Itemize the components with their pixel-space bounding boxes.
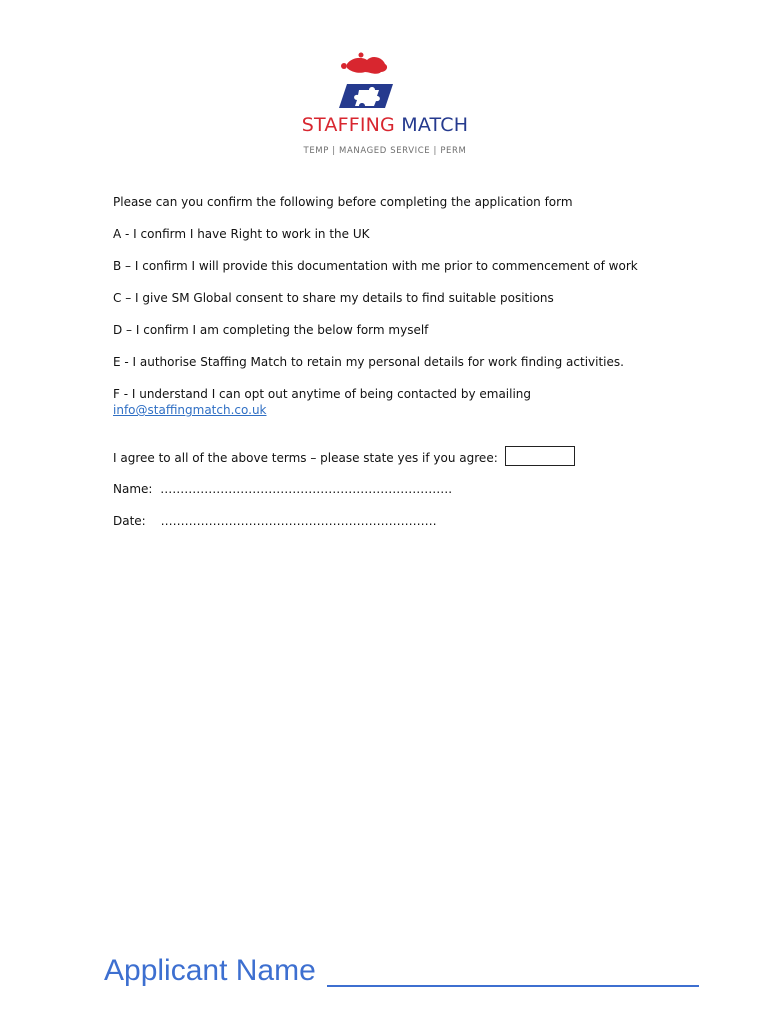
item-b: B – I confirm I will provide this documentation with me prior to commencement of work <box>113 259 638 273</box>
puzzle-logo-icon <box>335 50 399 112</box>
item-f-text: F - I understand I can opt out anytime of being contacted by emailing <box>113 387 532 401</box>
item-e: E - I authorise Staffing Match to retain my personal details for work finding activities. <box>113 355 624 369</box>
name-row <box>113 481 452 497</box>
item-f <box>113 386 713 418</box>
agree-label: I agree to all of the above terms – please state yes if you agree: <box>113 451 498 465</box>
name-label: Name: <box>113 482 153 496</box>
item-c: C – I give SM Global consent to share my details to find suitable positions <box>113 291 554 305</box>
agree-input[interactable] <box>505 446 575 466</box>
date-field-dots[interactable]: …………………………………………………………… <box>160 514 437 528</box>
staffing-match-logo <box>0 50 770 160</box>
logo-word-match: MATCH <box>401 114 469 136</box>
logo-word-staffing: STAFFING <box>301 114 395 136</box>
confirmation-list <box>113 194 713 434</box>
applicant-name-label: Applicant Name <box>104 954 316 987</box>
date-label: Date: <box>113 514 146 528</box>
date-row <box>113 513 437 529</box>
item-d: D – I confirm I am completing the below form myself <box>113 323 429 337</box>
logo-tagline: TEMP | MANAGED SERVICE | PERM <box>303 146 467 156</box>
applicant-name-line[interactable] <box>327 985 699 987</box>
intro-text: Please can you confirm the following before completing the application form <box>113 195 573 209</box>
name-field-dots[interactable]: ………………………………………………………………. <box>160 482 453 496</box>
logo-wordmark <box>0 114 770 136</box>
email-link[interactable]: info@staffingmatch.co.uk <box>113 403 267 417</box>
item-a: A - I confirm I have Right to work in the UK <box>113 227 370 241</box>
